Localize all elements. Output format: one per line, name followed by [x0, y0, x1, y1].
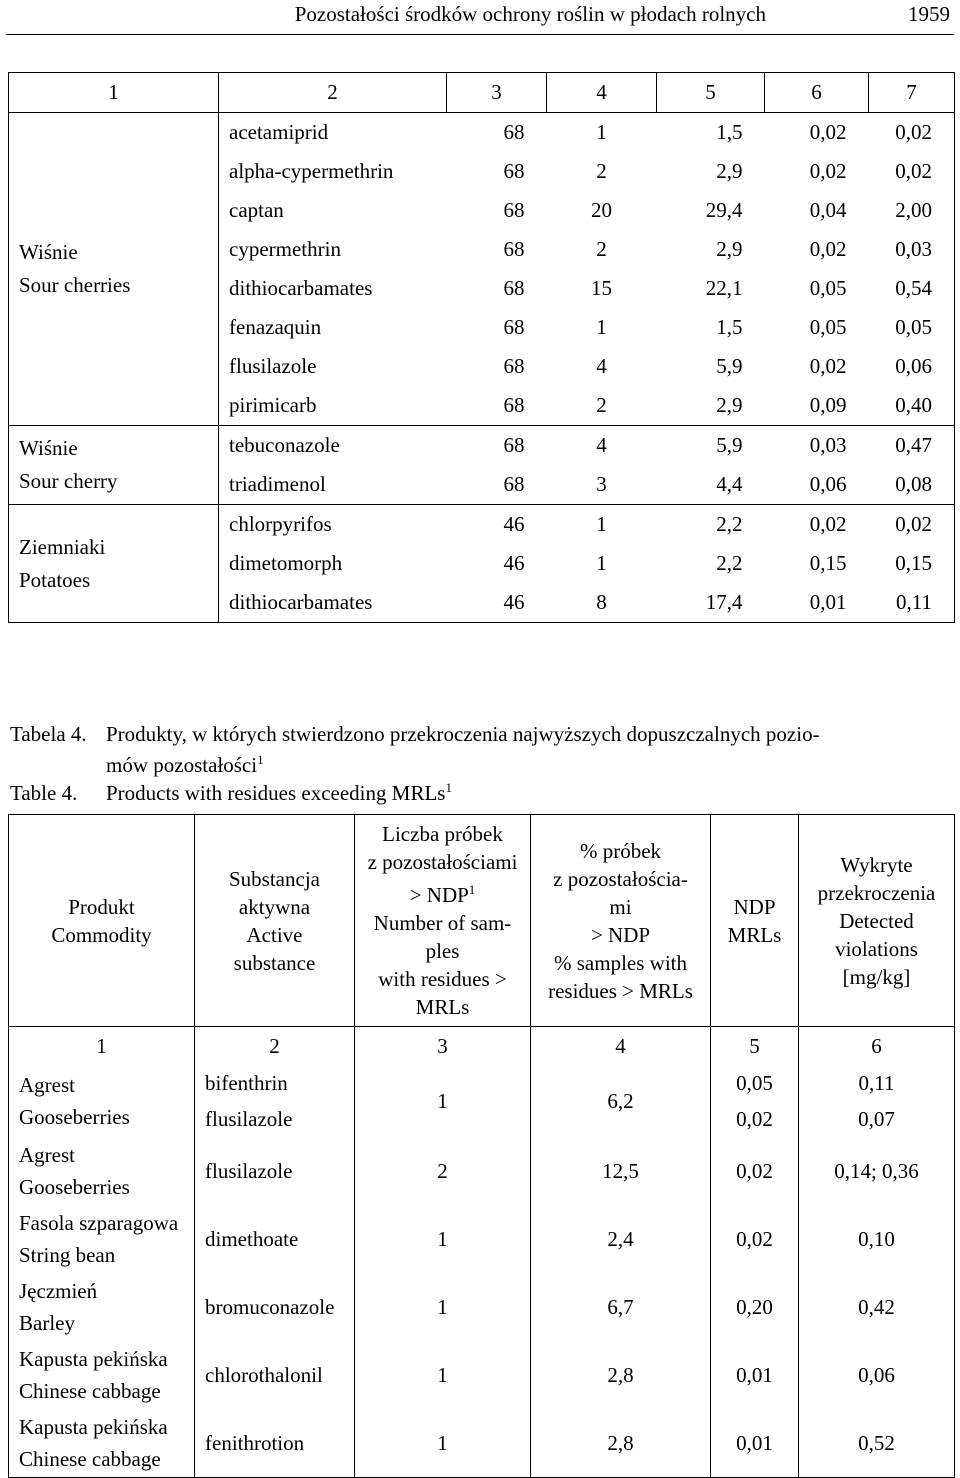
ndp-value: 0,05 [711, 1065, 799, 1101]
samples-count: 68 [447, 113, 547, 153]
residue-percent: 2,2 [657, 505, 765, 545]
max-value: 0,08 [869, 465, 955, 505]
max-value: 0,03 [869, 230, 955, 269]
table4-exceedances [8, 814, 955, 1478]
sample-count: 1 [355, 1273, 531, 1341]
column-number: 4 [547, 73, 657, 113]
max-value: 0,02 [869, 152, 955, 191]
residue-percent: 2,2 [716, 551, 743, 575]
ndp-value: 0,04 [809, 198, 847, 222]
column-number: 3 [355, 1027, 531, 1066]
column-number: 3 [447, 73, 547, 113]
header-substance: Substancja aktywna Active substance [195, 815, 355, 1027]
header-mrl: NDP MRLs [711, 815, 799, 1027]
column-number: 7 [869, 73, 955, 113]
detected-value: 0,11 [799, 1065, 955, 1101]
max-value: 2,00 [869, 191, 955, 230]
residue-percent: 4,4 [657, 465, 765, 505]
substance-cell: flusilazole [195, 1137, 355, 1205]
detected-value: 0,06 [799, 1341, 955, 1409]
column-number: 5 [657, 73, 765, 113]
residue-percent: 2,9 [657, 386, 765, 426]
column-number: 2 [219, 73, 447, 113]
substance-cell: dimethoate [195, 1205, 355, 1273]
residue-percent: 17,4 [657, 583, 765, 623]
substance-cell: fenithrotion [195, 1409, 355, 1478]
ndp-value: 0,02 [711, 1137, 799, 1205]
residue-percent: 2,9 [716, 237, 743, 261]
table-row [9, 1065, 955, 1101]
residue-count: 4 [547, 426, 657, 466]
header-commodity: Produkt Commodity [9, 815, 195, 1027]
product-cell: Fasola szparagowa String bean [9, 1205, 195, 1273]
column-number: 2 [195, 1027, 355, 1066]
residue-count: 2 [547, 386, 657, 426]
residue-percent: 1,5 [657, 113, 765, 153]
header-sample-count: Liczba próbek z pozostałościami > $NDP^1$ Number of sam- ples with residues > MRLs [355, 815, 531, 1027]
product-cell: Kapusta pekińska Chinese cabbage [9, 1341, 195, 1409]
column-number-row [9, 1027, 955, 1066]
substance-cell: flusilazole [195, 1101, 355, 1137]
detected-value: 0,10 [799, 1205, 955, 1273]
residue-count: 20 [591, 198, 612, 222]
samples-count: 68 [503, 237, 525, 261]
sample-percent: 2,8 [531, 1409, 711, 1478]
product-cell: Agrest Gooseberries [9, 1137, 195, 1205]
max-value: 0,11 [869, 583, 955, 623]
column-number: 1 [9, 1027, 195, 1066]
samples-count: 46 [447, 583, 547, 623]
ndp-value: 0,20 [711, 1273, 799, 1341]
samples-count: 68 [447, 426, 547, 466]
ndp-value: 0,01 [765, 583, 869, 623]
residue-count: 4 [596, 354, 607, 378]
substance-cell: dimetomorph [219, 544, 447, 583]
sample-count: 1 [355, 1065, 531, 1137]
residue-count: 8 [547, 583, 657, 623]
product-cell: Ziemniaki Potatoes [9, 505, 219, 623]
table-row [9, 505, 955, 545]
residue-count: 15 [591, 276, 612, 300]
max-value: 0,40 [869, 386, 955, 426]
ndp-value: 0,02 [765, 113, 869, 153]
product-cell: Agrest Gooseberries [9, 1065, 195, 1137]
table4-caption-en: Table 4. Products with residues exceeding MRLs$^1$ [10, 780, 452, 805]
table-row [9, 1137, 955, 1205]
substance-cell: alpha-cypermethrin [219, 152, 447, 191]
ndp-value: 0,15 [809, 551, 847, 575]
samples-count: 68 [503, 354, 525, 378]
header-violations: Wykryte przekroczenia Detected violations [mg/kg] [799, 815, 955, 1027]
running-header [6, 0, 954, 35]
residue-count: 2 [596, 159, 607, 183]
substance-cell: fenazaquin [219, 308, 447, 347]
residue-percent: 22,1 [705, 276, 743, 300]
sample-percent: 6,7 [531, 1273, 711, 1341]
residues-table-continued [8, 72, 955, 623]
detected-value: 0,42 [799, 1273, 955, 1341]
substance-cell: chlorothalonil [195, 1341, 355, 1409]
substance-cell: acetamiprid [219, 113, 447, 153]
sample-percent: 12,5 [531, 1137, 711, 1205]
substance-cell: bromuconazole [195, 1273, 355, 1341]
page-number: 1959 [908, 2, 950, 26]
max-value: 0,02 [869, 113, 955, 153]
column-number: 1 [9, 73, 219, 113]
detected-value: 0,07 [799, 1101, 955, 1137]
samples-count: 46 [503, 551, 525, 575]
substance-cell: captan [219, 191, 447, 230]
substance-cell: tebuconazole [219, 426, 447, 466]
table-row [9, 1273, 955, 1341]
residue-percent: 2,9 [716, 159, 743, 183]
sample-count: 1 [355, 1341, 531, 1409]
substance-cell: cypermethrin [219, 230, 447, 269]
sample-count: 2 [355, 1137, 531, 1205]
detected-value: 0,14; 0,36 [799, 1137, 955, 1205]
samples-count: 68 [447, 386, 547, 426]
table-row [9, 1409, 955, 1478]
ndp-value: 0,01 [711, 1409, 799, 1478]
column-number: 4 [531, 1027, 711, 1066]
residue-count: 1 [596, 315, 607, 339]
ndp-value: 0,09 [765, 386, 869, 426]
samples-count: 68 [503, 159, 525, 183]
max-value: 0,06 [869, 347, 955, 386]
ndp-value: 0,02 [711, 1205, 799, 1273]
residue-count: 3 [547, 465, 657, 505]
residue-count: 1 [547, 113, 657, 153]
ndp-value: 0,06 [765, 465, 869, 505]
header-row [9, 815, 955, 1027]
samples-count: 68 [503, 276, 525, 300]
table-row [9, 426, 955, 466]
ndp-value: 0,05 [809, 276, 847, 300]
residue-count: 1 [596, 551, 607, 575]
max-value: 0,47 [869, 426, 955, 466]
max-value: 0,02 [869, 505, 955, 545]
table-row [9, 1205, 955, 1273]
substance-cell: chlorpyrifos [219, 505, 447, 545]
residue-percent: 5,9 [657, 426, 765, 466]
ndp-value: 0,03 [765, 426, 869, 466]
column-number: 6 [799, 1027, 955, 1066]
ndp-value: 0,02 [809, 354, 847, 378]
sample-count: 1 [355, 1205, 531, 1273]
table-row [9, 113, 955, 153]
residue-count: 2 [596, 237, 607, 261]
substance-cell: dithiocarbamates [219, 583, 447, 623]
substance-cell: pirimicarb [219, 386, 447, 426]
column-number: 5 [711, 1027, 799, 1066]
product-cell: Wiśnie Sour cherry [9, 426, 219, 505]
sample-count: 1 [355, 1409, 531, 1478]
ndp-value: 0,02 [809, 237, 847, 261]
residue-count: 1 [547, 505, 657, 545]
product-cell: Kapusta pekińska Chinese cabbage [9, 1409, 195, 1478]
ndp-value: 0,02 [765, 505, 869, 545]
substance-cell: flusilazole [219, 347, 447, 386]
substance-cell: bifenthrin [195, 1065, 355, 1101]
samples-count: 68 [503, 198, 525, 222]
sample-percent: 6,2 [531, 1065, 711, 1137]
sample-percent: 2,4 [531, 1205, 711, 1273]
residue-percent: 1,5 [716, 315, 743, 339]
table-row [9, 1341, 955, 1409]
substance-cell: dithiocarbamates [219, 269, 447, 308]
samples-count: 68 [447, 465, 547, 505]
column-number: 6 [765, 73, 869, 113]
table4-caption-pl: Tabela 4. Produkty, w których stwierdzono przekroczenia najwyższych dopuszczalnych pozio- mów pozostałości$^1$ [10, 722, 820, 777]
substance-cell: triadimenol [219, 465, 447, 505]
max-value: 0,54 [869, 269, 955, 308]
running-title: Pozostałości środków ochrony roślin w płodach rolnych [294, 2, 766, 26]
ndp-value: 0,02 [809, 159, 847, 183]
samples-count: 46 [447, 505, 547, 545]
column-number-row [9, 73, 955, 113]
product-cell: Wiśnie Sour cherries [9, 113, 219, 426]
max-value: 0,15 [869, 544, 955, 583]
product-cell: Jęczmień Barley [9, 1273, 195, 1341]
ndp-value: 0,02 [711, 1101, 799, 1137]
ndp-value: 0,05 [809, 315, 847, 339]
sample-percent: 2,8 [531, 1341, 711, 1409]
header-percent: % próbek z pozostałościa- mi > NDP % samples with residues > MRLs [531, 815, 711, 1027]
samples-count: 68 [503, 315, 525, 339]
residue-percent: 5,9 [716, 354, 743, 378]
detected-value: 0,52 [799, 1409, 955, 1478]
residue-percent: 29,4 [705, 198, 743, 222]
max-value: 0,05 [869, 308, 955, 347]
ndp-value: 0,01 [711, 1341, 799, 1409]
